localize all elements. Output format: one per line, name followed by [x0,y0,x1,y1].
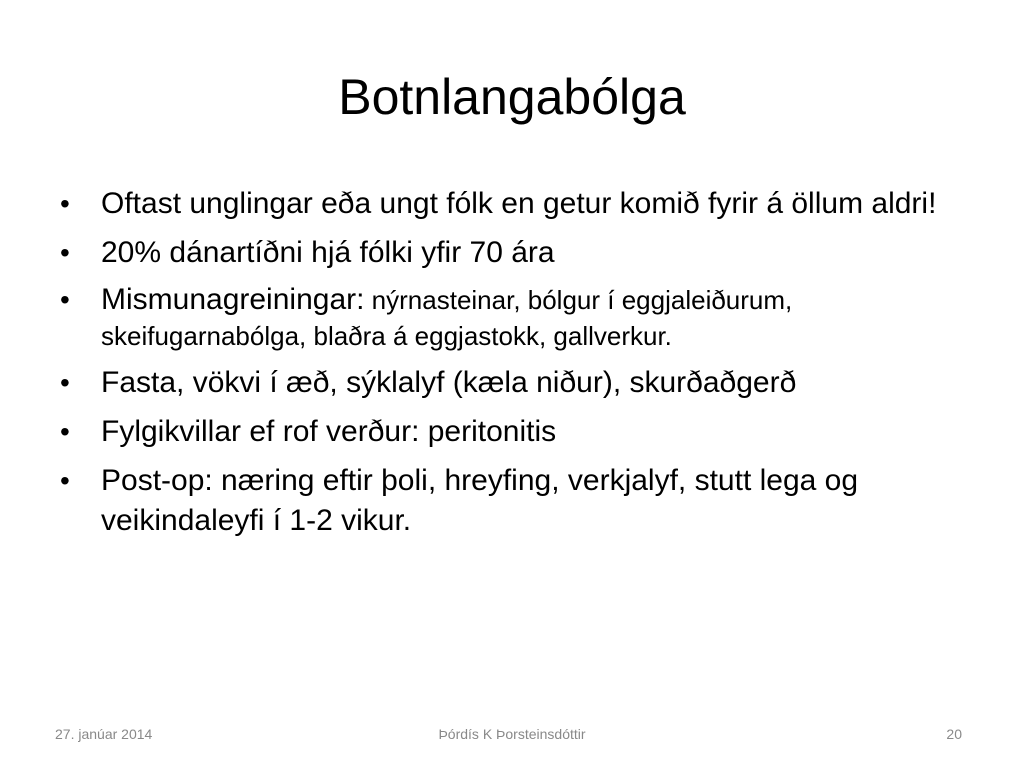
bullet-marker: • [60,284,70,315]
bullet-text: Fasta, vökvi í æð, sýklalyf (kæla niður), skurðaðgerð [101,366,797,399]
bullet-marker: • [60,237,70,268]
bullet-detail-text: nýrnasteinar, bólgur í eggjaleiðurum, skeifugarnabólga, blaðra á eggjastokk, gallverkur. [101,285,793,351]
bullet-item [58,412,958,452]
bullet-list [58,184,958,550]
footer-author: Þórdís K Þorsteinsdóttir [438,726,586,742]
bullet-lead-text: Mismunagreiningar: [101,283,365,316]
bullet-item [58,282,958,354]
bullet-item [58,233,958,273]
bullet-marker: • [60,367,70,398]
bullet-item [58,461,958,541]
footer-date: 27. janúar 2014 [55,726,153,742]
bullet-text: Fylgikvillar ef rof verður: peritonitis [101,415,557,448]
bullet-text: Oftast unglingar eða ungt fólk en getur komið fyrir á öllum aldri! [101,187,937,220]
bullet-marker: • [60,465,70,496]
bullet-marker: • [60,188,70,219]
slide-title: Botnlangabólga [338,69,686,125]
bullet-item [58,184,958,224]
bullet-marker: • [60,416,70,447]
bullet-text: 20% dánartíðni hjá fólki yfir 70 ára [101,236,555,269]
bullet-item [58,363,958,403]
bullet-text: Post-op: næring eftir þoli, hreyfing, verkjalyf, stutt lega og veikindaleyfi í 1-2 vikur. [101,464,859,537]
slide-page-number: 20 [946,726,962,742]
